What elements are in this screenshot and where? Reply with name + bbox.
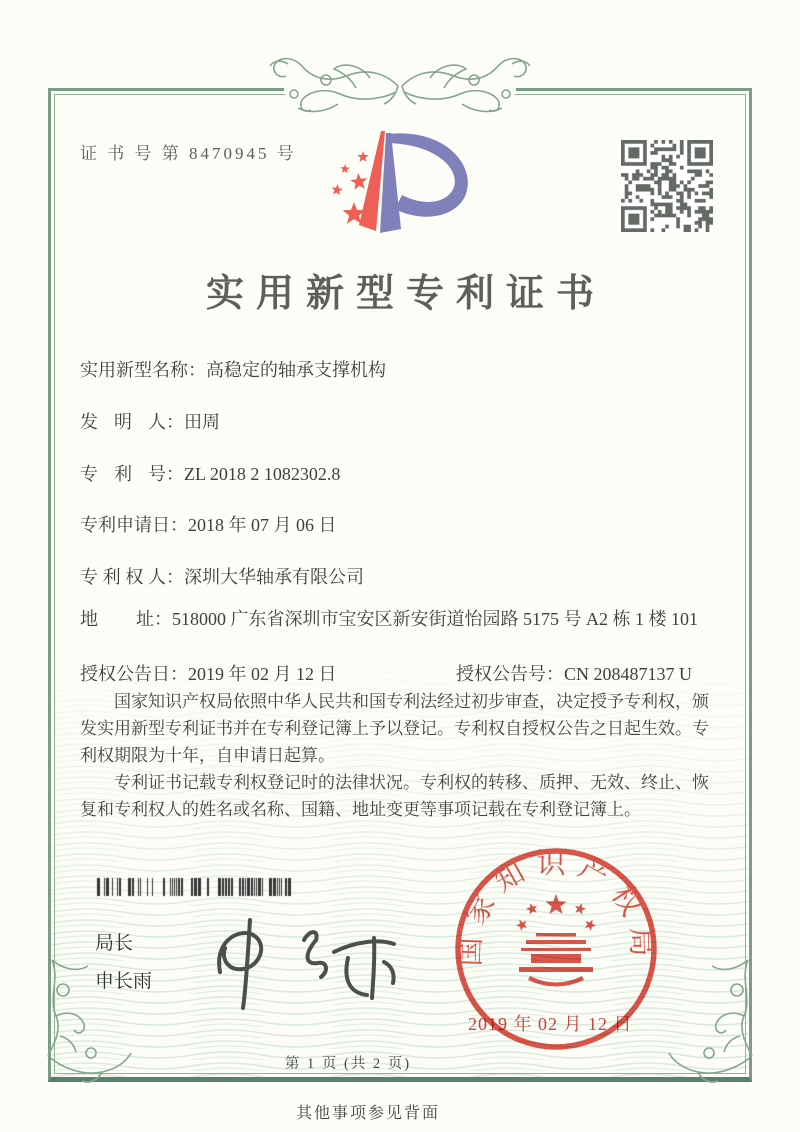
- field-value: 518000 广东省深圳市宝安区新安街道怡园路 5175 号 A2 栋 1 楼 101: [172, 609, 698, 629]
- commissioner-title: 局长: [95, 933, 134, 954]
- red-star-icon: [340, 164, 350, 173]
- field-label: 授权公告号: [456, 664, 546, 684]
- field-value: 2019 年 02 月 12 日: [188, 664, 337, 684]
- field-value: 2018 年 07 月 06 日: [188, 515, 337, 535]
- legal-paragraph-1: 国家知识产权局依照中华人民共和国专利法经过初步审查，决定授予专利权，颁发实用新型专利证书并在专利登记簿上予以登记。专利权自授权公告之日起生效。专利权期限为十年，自申请日起算。: [80, 692, 709, 765]
- field-label: 专利申请日: [80, 515, 170, 535]
- commissioner-block: [95, 925, 152, 1001]
- red-star-icon: [357, 151, 368, 162]
- field-value: 高稳定的轴承支撑机构: [206, 360, 386, 380]
- legal-paragraph-2: 专利证书记载专利权登记时的法律状况。专利权的转移、质押、无效、终止、恢复和专利权人的姓名或名称、国籍、地址变更等事项记载在专利登记簿上。: [80, 773, 709, 819]
- red-star-icon: [350, 173, 367, 190]
- field-label: 地址: [80, 609, 154, 629]
- field-label: 授权公告日: [80, 664, 170, 684]
- national-emblem: [516, 894, 596, 987]
- red-star-icon: [332, 184, 343, 195]
- field-label: 专利权人: [80, 567, 166, 587]
- field-filing-date: 专利申请日 ： 2018 年 07 月 06 日: [80, 511, 722, 539]
- field-grant-row: 授权公告日 ： 2019 年 02 月 12 日 授权公告号 ： CN 208487137 U: [80, 660, 722, 688]
- handwritten-signature: [198, 908, 408, 1016]
- field-inventor: 发明人 ： 田周: [80, 408, 722, 436]
- field-utility-model-name: 实用新型名称 ： 高稳定的轴承支撑机构: [80, 356, 722, 384]
- field-label: 实用新型名称: [80, 360, 188, 380]
- cnipa-logo: [324, 126, 480, 248]
- back-side-note: 其他事项参见背面: [295, 1105, 440, 1122]
- field-value: ZL 2018 2 1082302.8: [184, 464, 341, 484]
- seal-date: 2019 年 02 月 12 日: [468, 1014, 633, 1034]
- field-patent-number: 专利号 ： ZL 2018 2 1082302.8: [80, 460, 722, 488]
- bottom-right-flourish-ornament: [662, 958, 762, 1084]
- top-flourish-ornament: [228, 50, 572, 126]
- barcode: [95, 877, 295, 897]
- field-label: 发明人: [80, 412, 166, 432]
- certificate-title: 实用新型专利证书: [205, 273, 606, 315]
- field-value: 深圳大华轴承有限公司: [184, 567, 364, 587]
- field-value: 田周: [184, 412, 220, 432]
- logo-p-bowl: [387, 133, 468, 216]
- field-grant-number: 授权公告号 ： CN 208487137 U: [456, 660, 692, 688]
- field-address: 地址 ： 518000 广东省深圳市宝安区新安街道怡园路 5175 号 A2 栋 1 楼 101: [80, 605, 722, 633]
- certificate-number: 证 书 号 第 8470945 号: [80, 144, 297, 163]
- legal-text-block: [80, 688, 724, 823]
- qr-code: [621, 140, 713, 232]
- commissioner-name: 申长雨: [95, 971, 153, 992]
- page-number-info: 第 1 页 (共 2 页): [284, 1056, 412, 1072]
- field-value: CN 208487137 U: [564, 664, 693, 684]
- field-patentee: 专利权人 ： 深圳大华轴承有限公司: [80, 563, 722, 591]
- seal-ring-text: 国家知识产权局: [454, 848, 658, 967]
- field-label: 专利号: [80, 464, 166, 484]
